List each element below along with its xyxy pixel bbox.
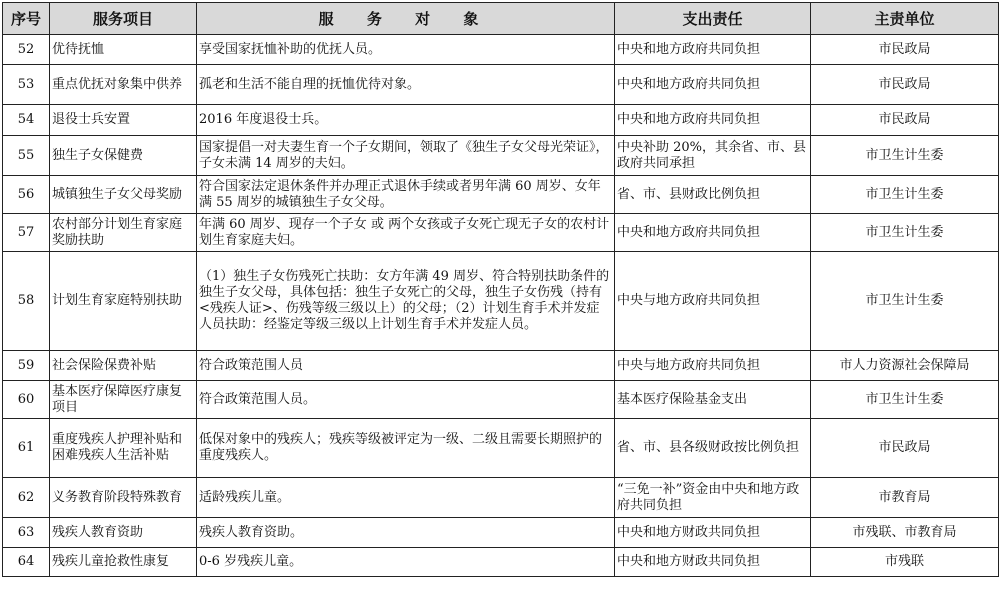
row-no: 59 (3, 351, 50, 381)
row-target: （1）独生子女伤残死亡扶助：女方年满 49 周岁、符合特别扶助条件的独生子女父母，具体包括：独生子女死亡的父母，独生子女伤残（持有<残疾人证>、伤残等级三级以上）的父母；（2）计划生育手术并发症人员扶助：经鉴定等级三级以上计划生育手术并发症人员。 (197, 252, 615, 351)
services-table (2, 2, 999, 577)
row-unit: 市卫生计生委 (811, 214, 999, 252)
row-duty: 中央和地方政府共同负担 (615, 35, 811, 65)
row-unit: 市卫生计生委 (811, 176, 999, 214)
row-duty: 中央和地方政府共同负担 (615, 65, 811, 105)
row-no: 52 (3, 35, 50, 65)
table-row (3, 419, 999, 478)
header-target: 服 务 对 象 (197, 3, 615, 35)
row-target: 享受国家抚恤补助的优抚人员。 (197, 35, 615, 65)
table-row (3, 65, 999, 105)
row-target: 残疾人教育资助。 (197, 518, 615, 548)
table-row (3, 478, 999, 518)
row-duty: “三免一补”资金由中央和地方政府共同负担 (615, 478, 811, 518)
row-duty: 省、市、县财政比例负担 (615, 176, 811, 214)
row-unit: 市残联、市教育局 (811, 518, 999, 548)
row-item: 社会保险保费补贴 (50, 351, 197, 381)
row-duty: 中央和地方政府共同负担 (615, 105, 811, 136)
row-item: 计划生育家庭特别扶助 (50, 252, 197, 351)
row-item: 残疾人教育资助 (50, 518, 197, 548)
row-duty: 中央和地方财政共同负担 (615, 518, 811, 548)
table-row (3, 381, 999, 419)
row-no: 61 (3, 419, 50, 478)
header-duty: 支出责任 (615, 3, 811, 35)
row-duty: 中央与地方政府共同负担 (615, 351, 811, 381)
table-row (3, 214, 999, 252)
row-duty: 中央和地方政府共同负担 (615, 214, 811, 252)
row-item: 农村部分计划生育家庭奖励扶助 (50, 214, 197, 252)
row-target: 符合政策范围人员。 (197, 381, 615, 419)
row-unit: 市教育局 (811, 478, 999, 518)
row-no: 56 (3, 176, 50, 214)
header-unit: 主责单位 (811, 3, 999, 35)
table-row (3, 252, 999, 351)
row-no: 55 (3, 136, 50, 176)
table-row (3, 35, 999, 65)
row-no: 58 (3, 252, 50, 351)
row-unit: 市民政局 (811, 65, 999, 105)
row-item: 残疾儿童抢救性康复 (50, 548, 197, 577)
row-target: 2016 年度退役士兵。 (197, 105, 615, 136)
header-no: 序号 (3, 3, 50, 35)
row-item: 重点优抚对象集中供养 (50, 65, 197, 105)
row-unit: 市民政局 (811, 35, 999, 65)
row-item: 义务教育阶段特殊教育 (50, 478, 197, 518)
row-target: 适龄残疾儿童。 (197, 478, 615, 518)
row-unit: 市残联 (811, 548, 999, 577)
row-target: 国家提倡一对夫妻生育一个子女期间，领取了《独生子女父母光荣证》，子女未满 14 周岁的夫妇。 (197, 136, 615, 176)
row-target: 0-6 岁残疾儿童。 (197, 548, 615, 577)
row-unit: 市卫生计生委 (811, 252, 999, 351)
row-target: 符合政策范围人员 (197, 351, 615, 381)
row-unit: 市卫生计生委 (811, 136, 999, 176)
row-target: 低保对象中的残疾人；残疾等级被评定为一级、二级且需要长期照护的重度残疾人。 (197, 419, 615, 478)
row-duty: 省、市、县各级财政按比例负担 (615, 419, 811, 478)
row-target: 符合国家法定退休条件并办理正式退休手续或者男年满 60 周岁、女年满 55 周岁的城镇独生子女父母。 (197, 176, 615, 214)
row-unit: 市卫生计生委 (811, 381, 999, 419)
row-no: 62 (3, 478, 50, 518)
row-item: 城镇独生子女父母奖励 (50, 176, 197, 214)
table-row (3, 176, 999, 214)
row-duty: 中央补助 20%，其余省、市、县政府共同承担 (615, 136, 811, 176)
row-unit: 市民政局 (811, 419, 999, 478)
table-row (3, 136, 999, 176)
row-item: 独生子女保健费 (50, 136, 197, 176)
table-row (3, 351, 999, 381)
row-item: 基本医疗保障医疗康复项目 (50, 381, 197, 419)
row-duty: 基本医疗保险基金支出 (615, 381, 811, 419)
row-item: 退役士兵安置 (50, 105, 197, 136)
row-target: 年满 60 周岁、现存一个子女 或 两个女孩或子女死亡现无子女的农村计划生育家庭夫妇。 (197, 214, 615, 252)
row-no: 60 (3, 381, 50, 419)
row-no: 64 (3, 548, 50, 577)
row-duty: 中央和地方财政共同负担 (615, 548, 811, 577)
header-row (3, 3, 999, 35)
row-no: 63 (3, 518, 50, 548)
table-row (3, 548, 999, 577)
header-item: 服务项目 (50, 3, 197, 35)
table-row (3, 518, 999, 548)
row-item: 重度残疾人护理补贴和困难残疾人生活补贴 (50, 419, 197, 478)
row-no: 57 (3, 214, 50, 252)
row-target: 孤老和生活不能自理的抚恤优待对象。 (197, 65, 615, 105)
row-no: 54 (3, 105, 50, 136)
table-row (3, 105, 999, 136)
row-unit: 市民政局 (811, 105, 999, 136)
row-unit: 市人力资源社会保障局 (811, 351, 999, 381)
row-item: 优待抚恤 (50, 35, 197, 65)
row-no: 53 (3, 65, 50, 105)
row-duty: 中央与地方政府共同负担 (615, 252, 811, 351)
